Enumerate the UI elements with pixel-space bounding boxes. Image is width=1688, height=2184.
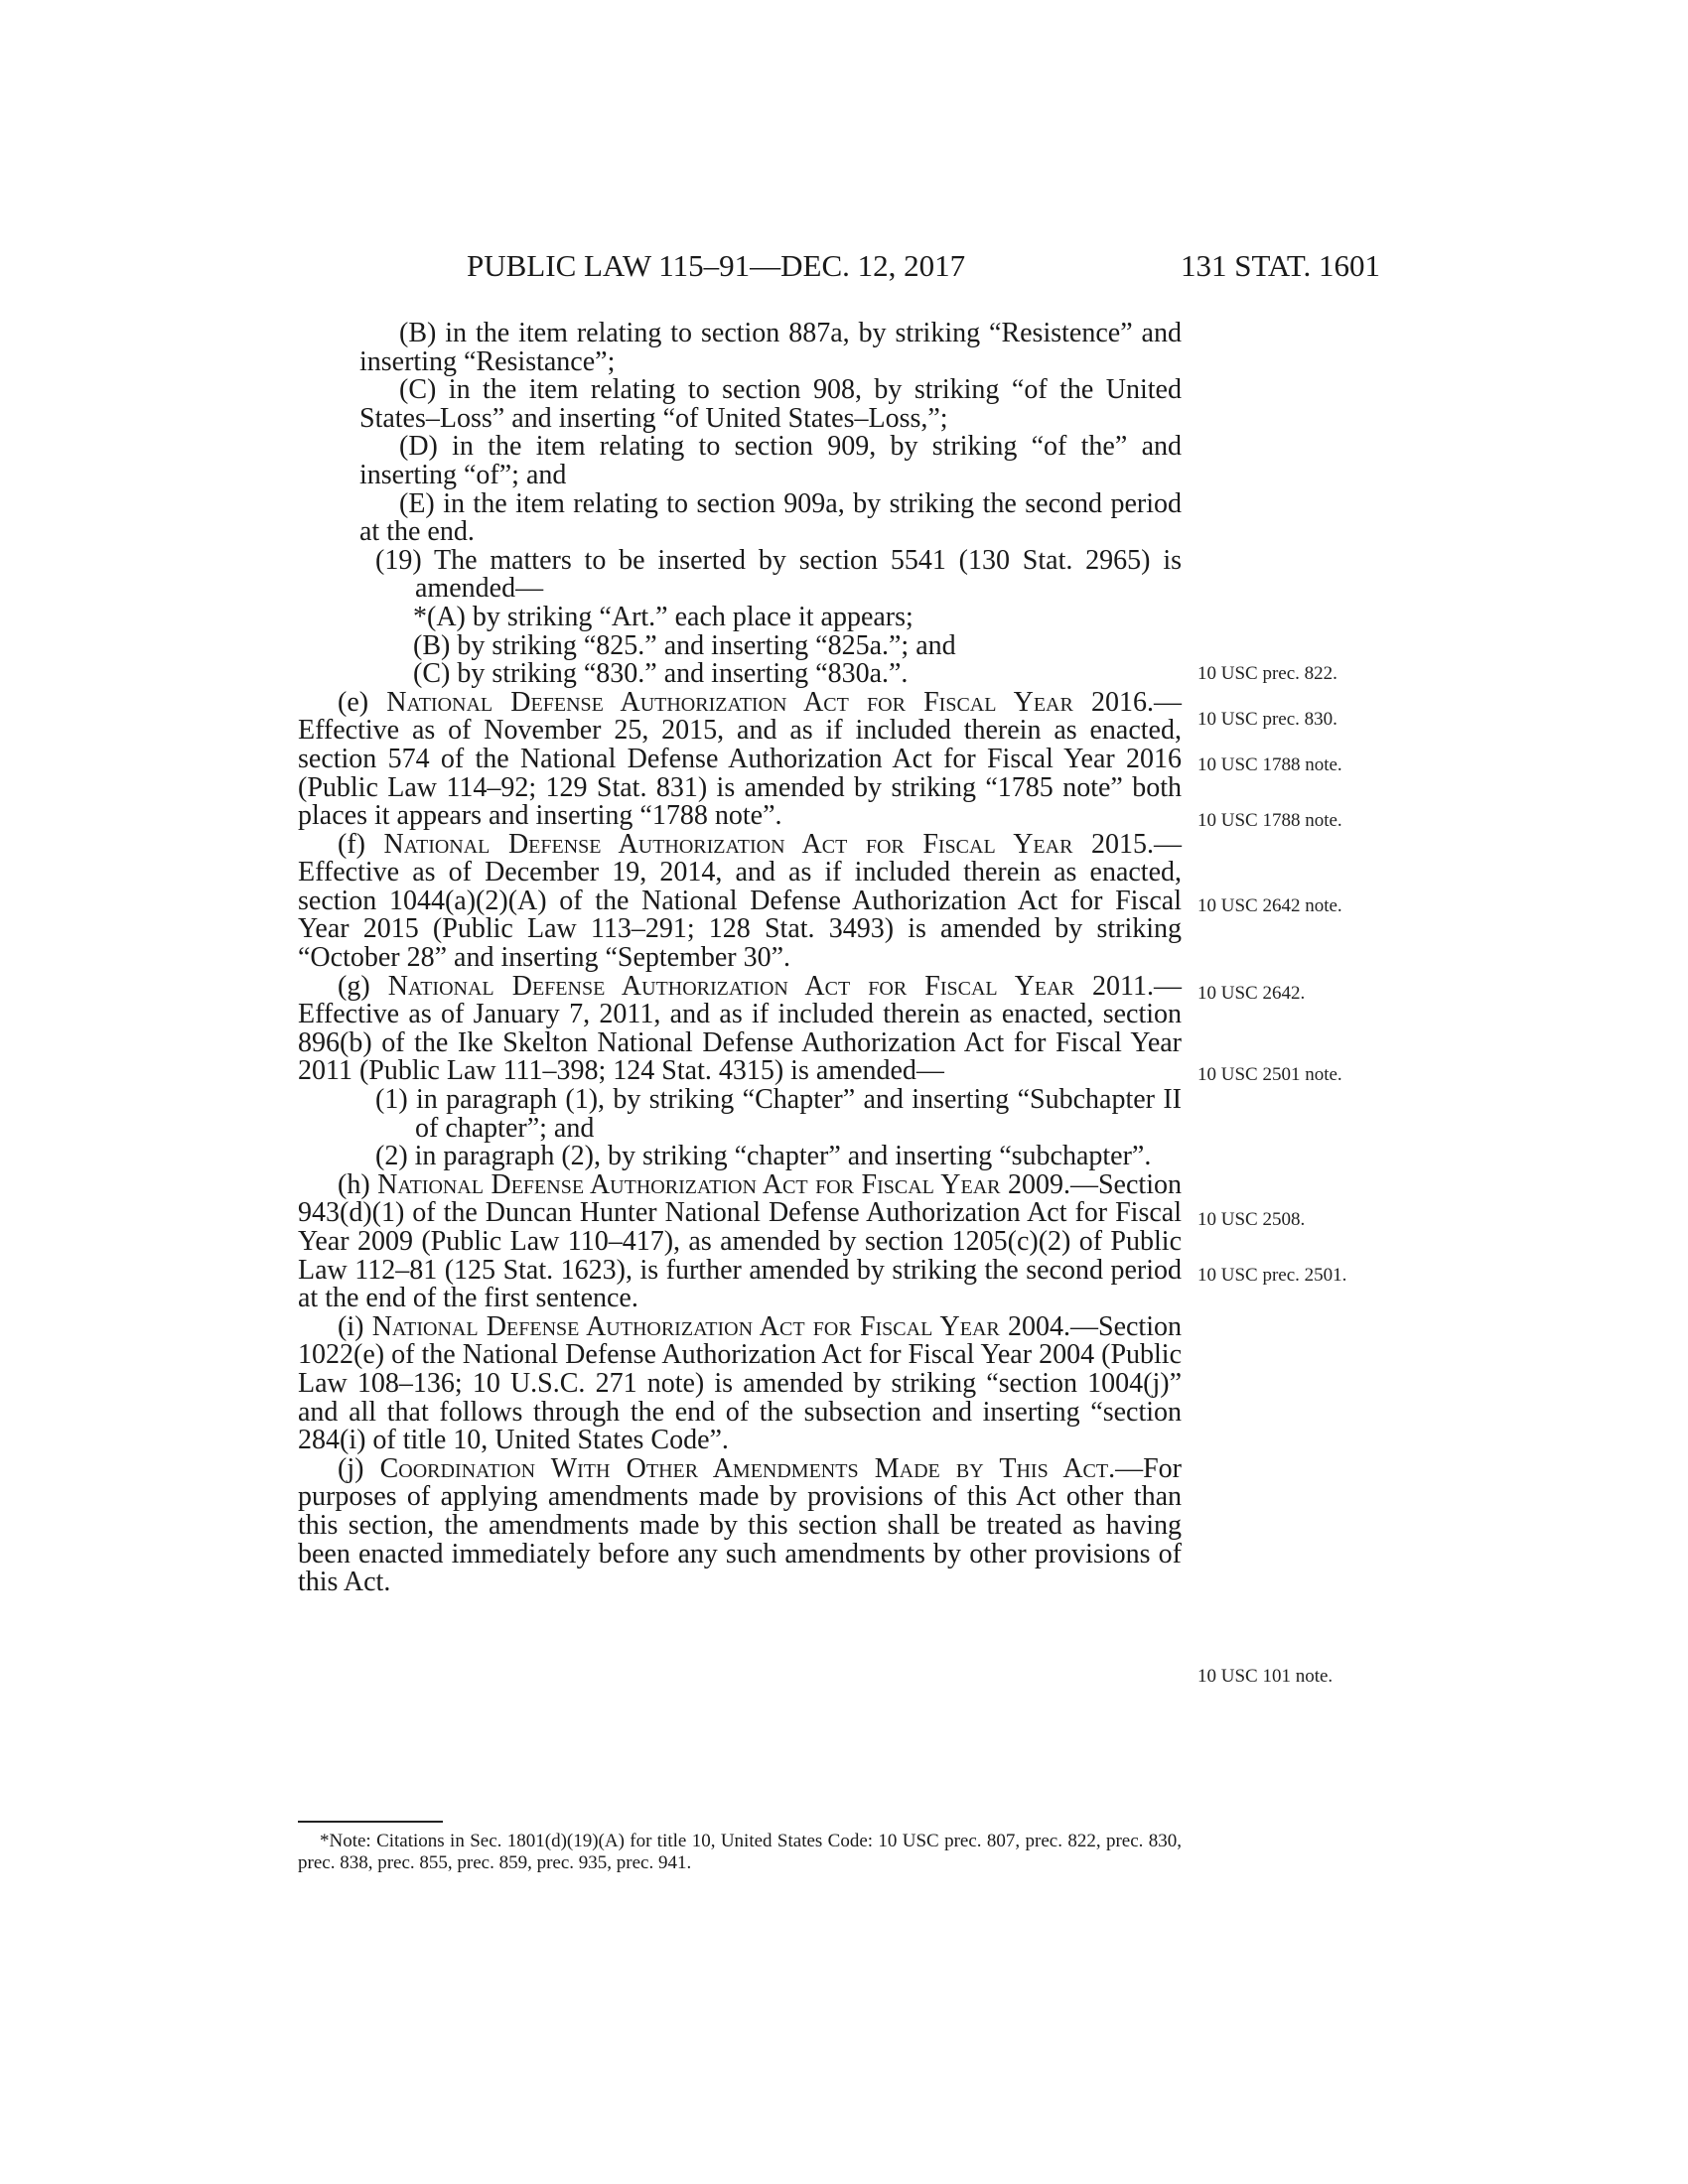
margin-note: 10 USC 2642 note. <box>1197 895 1342 916</box>
subsection-j: (j) Coordination With Other Amendments Made by This Act.—For purposes of applying amendments made by provisions of this Act other than this section, the amendments made by this section shall be treated as having been enacted immediately before any such amendments by other provisions of this Act. <box>298 1452 1182 1598</box>
running-title: PUBLIC LAW 115–91—DEC. 12, 2017 <box>467 248 966 283</box>
page-header <box>467 246 1380 286</box>
margin-note: 10 USC 101 note. <box>1197 1666 1334 1687</box>
margin-note: 10 USC 2501 note. <box>1197 1064 1342 1085</box>
margin-note: 10 USC 2642. <box>1197 983 1306 1004</box>
subsection-f: (f) National Defense Authorization Act for Fiscal Year 2015.—Effective as of December 19, 2014, and as if included therein as enacted, section 1044(a)(2)(A) of the National Defense Authorization Act for Fiscal Year 2015 (Public Law 113–291; 128 Stat. 3493) is amended by striking “October 28” and inserting “September 30”. <box>298 828 1182 974</box>
subsection-h-heading: National Defense Authorization Act for Fiscal Year 2009 <box>377 1168 1063 1200</box>
footnote: *Note: Citations in Sec. 1801(d)(19)(A) for title 10, United States Code: 10 USC prec. 807, prec. 822, prec. 830, prec. 838, prec. 855, prec. 859, prec. 935, prec. 941. <box>298 1831 1182 1873</box>
clause-c-908: (C) in the item relating to section 908, by striking “of the United States–Loss” and inserting “of United States–Loss,”; <box>359 374 1182 434</box>
margin-note: 10 USC 1788 note. <box>1197 810 1342 831</box>
margin-note: 10 USC prec. 822. <box>1197 663 1337 684</box>
subsection-g-heading: National Defense Authorization Act for Fiscal Year 2011 <box>387 970 1148 1002</box>
clause-e-909a: (E) in the item relating to section 909a, by striking the second period at the end. <box>359 487 1182 548</box>
subsection-e-heading: National Defense Authorization Act for Fiscal Year 2016 <box>386 686 1147 718</box>
footnote-rule <box>298 1821 443 1823</box>
subsection-g-para-1: (1) in paragraph (1), by striking “Chapter” and inserting “Subchapter II of chapter”; and <box>375 1084 1182 1144</box>
subsection-j-heading: Coordination With Other Amendments Made by This Act <box>379 1452 1109 1484</box>
subsection-h: (h) National Defense Authorization Act for Fiscal Year 2009.—Section 943(d)(1) of the Duncan Hunter National Defense Authorization Act for Fiscal Year 2009 (Public Law 110–417), as amended by section 1205(c)(2) of Public Law 112–81 (125 Stat. 1623), is further amended by striking the second period at the end of the first sentence. <box>298 1168 1182 1314</box>
subsection-i-heading: National Defense Authorization Act for Fiscal Year 2004 <box>371 1310 1063 1342</box>
paragraph-19: (19) The matters to be inserted by section 5541 (130 Stat. 2965) is amended— <box>375 544 1182 605</box>
subsection-e: (e) National Defense Authorization Act for Fiscal Year 2016.—Effective as of November 25, 2015, and as if included therein as enacted, section 574 of the National Defense Authorization Act for Fiscal Year 2016 (Public Law 114–92; 129 Stat. 831) is amended by striking “1785 note” both places it appears and inserting “1788 note”. <box>298 686 1182 832</box>
margin-note: 10 USC 1788 note. <box>1197 754 1342 775</box>
clause-19-a: *(A) by striking “Art.” each place it appears; <box>413 601 914 632</box>
margin-note: 10 USC 2508. <box>1197 1209 1306 1230</box>
subsection-g-para-2: (2) in paragraph (2), by striking “chapter” and inserting “subchapter”. <box>375 1141 1152 1172</box>
law-text <box>298 320 1182 1597</box>
page-number: 131 STAT. 1601 <box>1180 248 1380 283</box>
subsection-g: (g) National Defense Authorization Act for Fiscal Year 2011.—Effective as of January 7, 2011, and as if included therein as enacted, section 896(b) of the Ike Skelton National Defense Authorization Act for Fiscal Year 2011 (Public Law 111–398; 124 Stat. 4315) is amended— <box>298 970 1183 1087</box>
margin-note: 10 USC prec. 830. <box>1197 709 1337 730</box>
margin-note: 10 USC prec. 2501. <box>1197 1265 1347 1286</box>
clause-b-887a: (B) in the item relating to section 887a, by striking “Resistence” and inserting “Resistance”; <box>359 318 1182 377</box>
subsection-i: (i) National Defense Authorization Act for Fiscal Year 2004.—Section 1022(e) of the National Defense Authorization Act for Fiscal Year 2004 (Public Law 108–136; 10 U.S.C. 271 note) is amended by striking “section 1004(j)” and all that follows through the end of the subsection and inserting “section 284(i) of title 10, United States Code”. <box>298 1310 1182 1456</box>
clause-19-c: (C) by striking “830.” and inserting “830a.”. <box>413 658 909 690</box>
clause-19-b: (B) by striking “825.” and inserting “825a.”; and <box>413 629 956 661</box>
clause-d-909: (D) in the item relating to section 909, by striking “of the” and inserting “of”; and <box>359 431 1182 490</box>
subsection-f-heading: National Defense Authorization Act for Fiscal Year 2015 <box>383 828 1147 860</box>
